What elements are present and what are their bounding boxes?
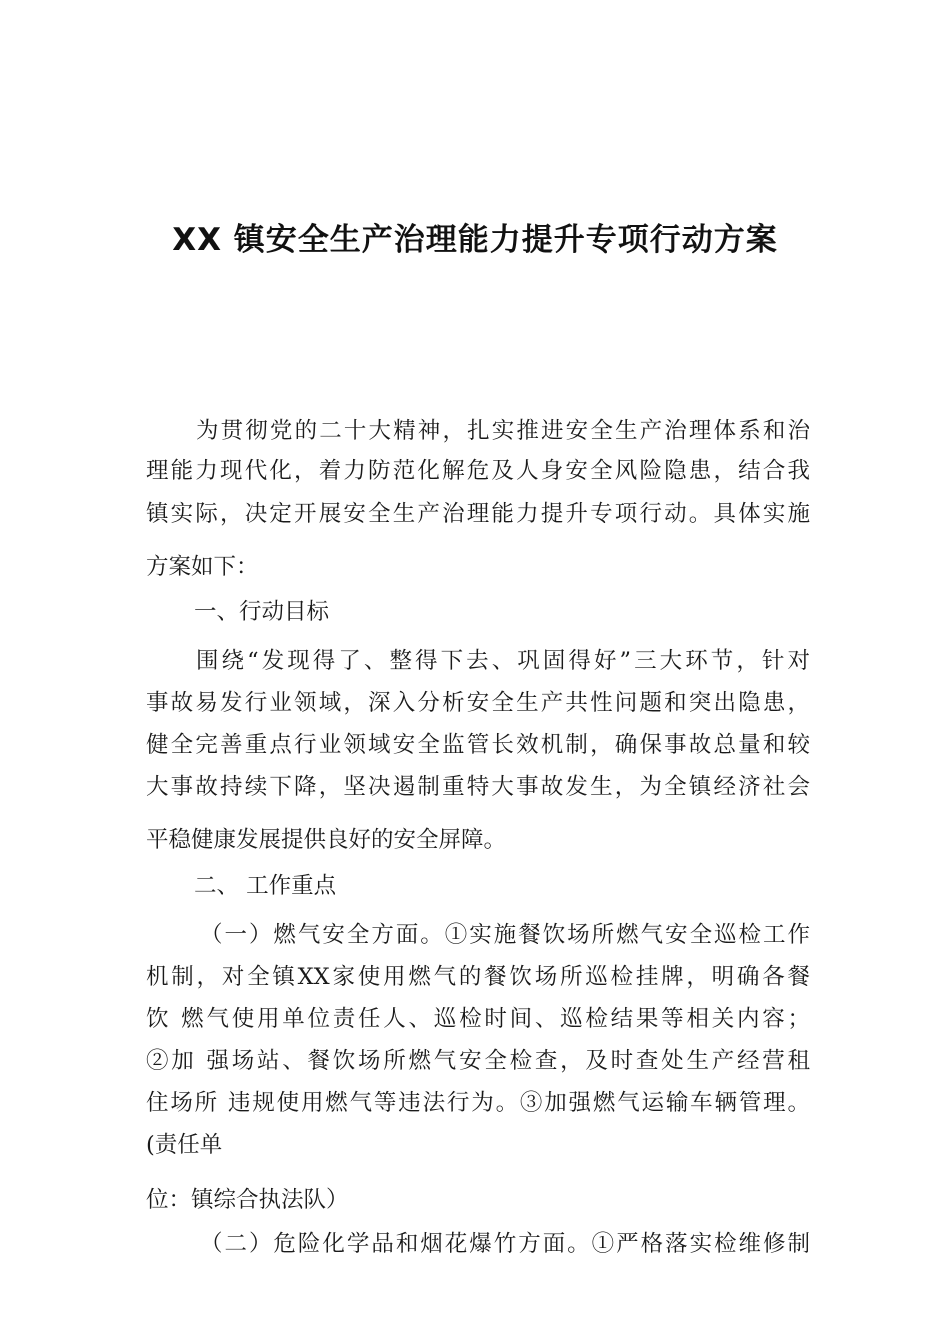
paragraph-line: （一）燃气安全方面。①实施餐饮场所燃气安全巡检工作: [200, 922, 810, 948]
paragraph-line: 住场所 违规使用燃气等违法行为。③加强燃气运输车辆管理。: [146, 1090, 810, 1116]
paragraph-line: 镇实际，决定开展安全生产治理能力提升专项行动。具体实施: [146, 501, 810, 527]
paragraph-line: 位：镇综合执法队）: [146, 1187, 349, 1213]
paragraph-line: 健全完善重点行业领域安全监管长效机制，确保事故总量和较: [146, 732, 810, 758]
section-heading: 二、 工作重点: [194, 873, 337, 899]
paragraph-line: 事故易发行业领域，深入分析安全生产共性问题和突出隐患，: [146, 690, 810, 716]
paragraph-line: 平稳健康发展提供良好的安全屏障。: [146, 827, 507, 853]
paragraph-line: (责任单: [146, 1132, 223, 1158]
section-heading: 一、行动目标: [194, 599, 330, 625]
paragraph-line: 围绕“发现得了、整得下去、巩固得好”三大环节，针对: [196, 648, 810, 674]
paragraph-line: 方案如下：: [146, 554, 259, 580]
paragraph-line: 机制，对全镇XX家使用燃气的餐饮场所巡检挂牌，明确各餐: [146, 964, 810, 990]
paragraph-line: 为贯彻党的二十大精神，扎实推进安全生产治理体系和治: [196, 418, 810, 444]
paragraph-line: （二）危险化学品和烟花爆竹方面。①严格落实检维修制: [200, 1231, 810, 1257]
document-title: XX 镇安全生产治理能力提升专项行动方案: [172, 222, 778, 258]
paragraph-line: 大事故持续下降，坚决遏制重特大事故发生，为全镇经济社会: [146, 774, 810, 800]
paragraph-line: 理能力现代化，着力防范化解危及人身安全风险隐患，结合我: [146, 458, 810, 484]
paragraph-line: 饮 燃气使用单位责任人、巡检时间、巡检结果等相关内容；: [146, 1006, 810, 1032]
paragraph-line: ②加 强场站、餐饮场所燃气安全检查，及时查处生产经营租: [146, 1048, 810, 1074]
